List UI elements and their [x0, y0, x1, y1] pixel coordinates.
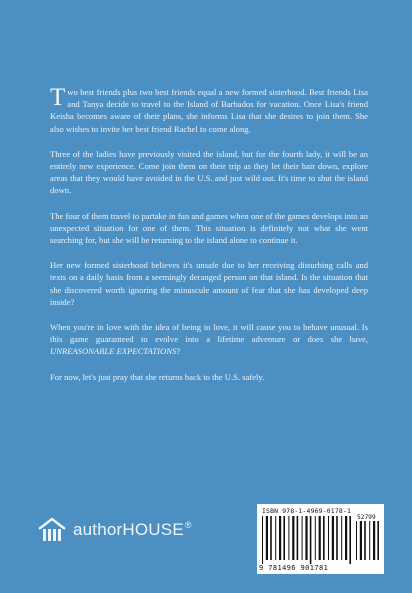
barcode-bar	[360, 521, 362, 560]
ean-barcode-bars	[262, 516, 354, 564]
barcode-bar	[356, 521, 357, 560]
barcode-bar	[262, 516, 263, 564]
isbn-number: ISBN 978-1-4969-0178-1	[262, 507, 352, 515]
blurb-text-tail: ?	[176, 346, 181, 357]
blurb-paragraph-1	[50, 86, 368, 135]
barcode-bar	[319, 516, 321, 560]
barcode-bar	[341, 516, 342, 560]
isbn-barcode	[257, 504, 384, 574]
barcode-bar	[305, 516, 307, 560]
barcode-bar	[336, 516, 338, 560]
barcode-bar	[315, 516, 316, 560]
house-logo-icon	[37, 517, 67, 543]
barcode-bar	[373, 521, 375, 560]
back-cover-copy	[50, 86, 368, 396]
blurb-paragraph-3: The four of them travel to partake in fun and games when one of the games develops into an unexpected situation for one of them. This situation is definitely not what she went searching for, but she will be returning to the island alone to continue it.	[50, 210, 368, 246]
barcode-bar	[345, 516, 347, 560]
blurb-paragraph-6: For now, let's just pray that she returns back to the U.S. safely.	[50, 371, 265, 382]
barcode-bar	[349, 516, 351, 564]
barcode-bar	[310, 516, 312, 564]
ean-number: 9 781496 901781	[259, 564, 329, 572]
barcode-bar	[288, 516, 289, 560]
barcode-bar	[283, 516, 285, 560]
blurb-text: wo best friends plus two best friends equal a new formed sisterhood. Best friends Lisa and Tanya decide to travel to the Island of Barbados for vacation. Once Lisa's friend Keisha becomes aware of their plans, she informs Lisa that she desires to join them. She also wishes to invite her best friend Rachel to come along.	[50, 87, 368, 134]
barcode-bar	[369, 521, 370, 560]
barcode-bar	[323, 516, 325, 560]
barcode-bar	[328, 516, 329, 560]
title-emphasis: UNREASONABLE EXPECTATIONS	[50, 346, 177, 357]
blurb-paragraph-5	[50, 321, 368, 358]
blurb-paragraph-4: Her new formed sisterhood believes it's unsafe due to her receiving disturbing calls and texts on a daily basis from a seemingly deranged person on that island. Is the situation that she discovered worth ignoring the minuscule amount of fear that she has developed deep inside?	[50, 260, 368, 307]
barcode-bar	[279, 516, 281, 560]
blurb-text: When you're in love with the idea of being in love, it will cause you to behave unusual. Is this game guaranteed to evolve into a lifetime adventure or does she have,	[50, 322, 368, 345]
barcode-bar	[377, 521, 379, 560]
addon-barcode-bars	[356, 521, 380, 564]
publisher-logo	[37, 517, 192, 543]
blurb-paragraph-2: Three of the ladies have previously visited the island, but for the fourth lady, it will be an entirely new experience. Come join them on their trip as they let their hair down, explore areas that they would have avoided in the U.S. and just wild out. It's time to shut the island down.	[50, 148, 368, 196]
barcode-bar	[297, 516, 299, 560]
barcode-bar	[275, 516, 276, 560]
barcode-bar	[292, 516, 294, 560]
barcode-bar	[266, 516, 268, 560]
barcode-bar	[332, 516, 334, 560]
drop-cap: T	[50, 84, 66, 111]
publisher-name: authorHOUSE®	[73, 520, 192, 539]
price-addon-digits: 52799	[357, 514, 376, 521]
barcode-bar	[302, 516, 303, 560]
barcode-bar	[364, 521, 366, 560]
barcode-bar	[270, 516, 272, 560]
